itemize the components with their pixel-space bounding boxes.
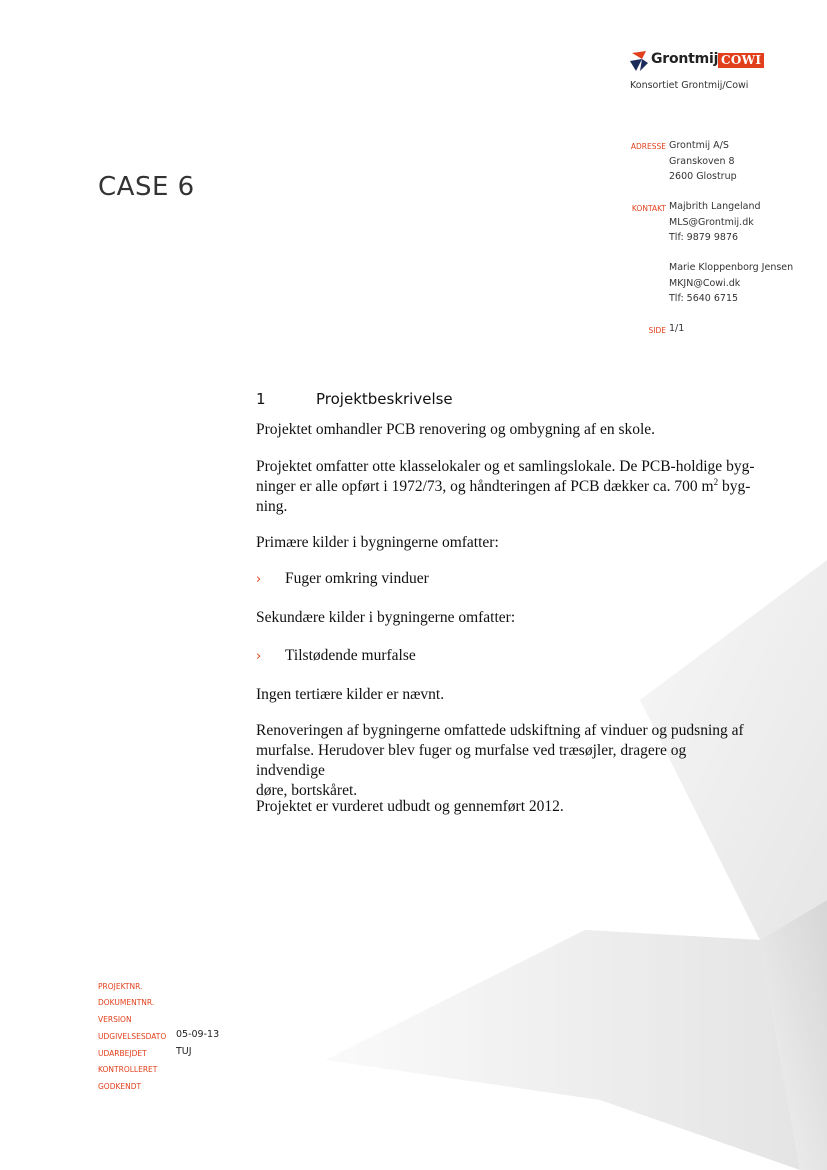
- projektnr-label: PROJEKTNR.: [98, 982, 143, 991]
- kontakt-name: Marie Kloppenborg Jensen: [669, 262, 794, 273]
- section-title: Projektbeskrivelse: [316, 390, 453, 408]
- udgivelsesdato-value: 05-09-13: [176, 1029, 220, 1040]
- paragraph-5: Ingen tertiære kilder er nævnt.: [256, 686, 445, 703]
- paragraph-3: Primære kilder i bygningerne omfatter:: [256, 534, 499, 551]
- bullet-text: Fuger omkring vinduer: [285, 570, 429, 587]
- kontakt-label: KONTAKT: [631, 204, 666, 213]
- konsortiet-label: Konsortiet Grontmij/Cowi: [630, 80, 749, 91]
- adresse-line: Granskoven 8: [669, 155, 735, 167]
- superscript: 2: [713, 476, 719, 487]
- kontakt-phone: Tlf: 5640 6715: [669, 293, 739, 304]
- case-title: CASE 6: [98, 172, 195, 202]
- udgivelsesdato-label: UDGIVELSESDATO: [98, 1032, 167, 1041]
- bullet-item: [256, 570, 429, 588]
- kontakt-name: Majbrith Langeland: [669, 201, 761, 212]
- dokumentnr-label: DOKUMENTNR.: [98, 998, 155, 1007]
- side-value: 1/1: [669, 323, 685, 334]
- paragraph-4: Sekundære kilder i bygningerne omfatter:: [256, 609, 516, 626]
- kontakt-email: MLS@Grontmij.dk: [669, 216, 754, 228]
- grontmij-logo-icon: [630, 51, 648, 71]
- adresse-block: [669, 138, 737, 185]
- side-label: SIDE: [648, 326, 666, 335]
- paragraph-line: Renoveringen af bygningerne omfattede udskiftning af vinduer og pudsning af: [256, 722, 744, 739]
- udarbejdet-label: UDARBEJDET: [98, 1049, 147, 1058]
- bullet-chevron-icon: ›: [256, 572, 262, 587]
- company-logo: [630, 50, 762, 72]
- bullet-item: [256, 647, 416, 665]
- kontrolleret-label: KONTROLLERET: [98, 1065, 158, 1074]
- paragraph-6: [256, 721, 756, 801]
- adresse-line: Grontmij A/S: [669, 140, 729, 151]
- kontakt-email: MKJN@Cowi.dk: [669, 277, 741, 289]
- paragraph-2: [256, 457, 756, 517]
- paragraph-line: murfalse. Herudover blev fuger og murfalse ved træsøjler, dragere og indvendige: [256, 742, 687, 779]
- udarbejdet-value: TUJ: [176, 1046, 192, 1057]
- paragraph-line: Projektet omfatter otte klasselokaler og et samlingslokale. De PCB-holdige byg-: [256, 458, 755, 475]
- paragraph-1: Projektet omhandler PCB renovering og ombygning af en skole.: [256, 421, 656, 438]
- godkendt-label: GODKENDT: [98, 1082, 142, 1091]
- paragraph-line: ning.: [256, 498, 288, 515]
- paragraph-text: byg-: [718, 478, 751, 495]
- paragraph-text: ninger er alle opført i 1972/73, og håndteringen af PCB dækker ca. 700 m: [256, 478, 714, 495]
- section-number: 1: [256, 390, 266, 408]
- paragraph-line: døre, bortskåret.: [256, 782, 358, 799]
- kontakt-phone: Tlf: 9879 9876: [669, 232, 739, 243]
- paragraph-line: [256, 477, 756, 497]
- kontakt-block-1: [669, 199, 761, 246]
- kontakt-block-2: [669, 260, 793, 307]
- logo-cowi-text: COWI: [718, 53, 764, 68]
- section-heading: [256, 390, 453, 408]
- paragraph-7: Projektet er vurderet udbudt og gennemført 2012.: [256, 798, 564, 815]
- bullet-text: Tilstødende murfalse: [285, 647, 416, 664]
- adresse-label: ADRESSE: [630, 142, 666, 151]
- version-label: VERSION: [98, 1015, 132, 1024]
- logo-grontmij-text: Grontmij: [651, 51, 719, 67]
- bullet-chevron-icon: ›: [256, 649, 262, 664]
- adresse-line: 2600 Glostrup: [669, 171, 737, 182]
